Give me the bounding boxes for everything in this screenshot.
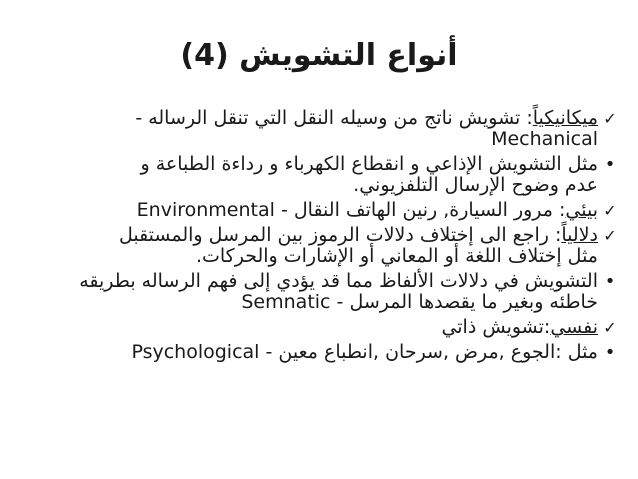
item-english-term: Mechanical bbox=[491, 128, 598, 150]
checkmark-icon: ✓ bbox=[603, 201, 617, 220]
list-item-semantic-example bbox=[34, 271, 620, 313]
item-text: مثل :الجوع ,مرض ,سرحان ,انطباع معين - bbox=[265, 341, 598, 363]
content-list bbox=[34, 108, 620, 363]
item-text: خاطئه وبغير ما يقصدها المرسل - bbox=[336, 291, 598, 313]
list-item-example bbox=[34, 154, 620, 196]
item-english-term: Environmental bbox=[136, 199, 275, 221]
item-english-term: Psychological bbox=[131, 341, 260, 363]
item-text: عدم وضوح الإرسال التلفزيوني. bbox=[353, 174, 598, 196]
slide-title: أنواع التشويش (4) bbox=[180, 38, 458, 73]
checkmark-icon: ✓ bbox=[603, 226, 617, 245]
list-item-environmental bbox=[34, 200, 620, 221]
bullet-icon: • bbox=[604, 271, 616, 292]
checkmark-icon: ✓ bbox=[603, 318, 617, 337]
list-item-psychological-example bbox=[34, 342, 620, 363]
item-label: نفسي bbox=[550, 316, 598, 338]
bullet-icon: • bbox=[604, 342, 616, 363]
item-text: : راجع الى إختلاف دلالات الرموز بين المرسل والمستقبل bbox=[118, 224, 562, 246]
item-text: التشويش في دلالات الألفاظ مما قد يؤدي إلى فهم الرساله بطريقه bbox=[79, 270, 598, 292]
item-label: ميكانيكياً bbox=[532, 107, 598, 129]
list-item-psychological bbox=[34, 317, 620, 338]
item-text: : مرور السيارة, رنين الهاتف النقال - bbox=[280, 199, 566, 221]
item-text: مثل التشويش الإذاعي و انقطاع الكهرباء و رداءة الطباعة و bbox=[140, 153, 598, 175]
item-english-term: Semnatic bbox=[241, 291, 331, 313]
checkmark-icon: ✓ bbox=[603, 109, 617, 128]
list-item-mechanical bbox=[34, 108, 620, 150]
item-label: دلالياً bbox=[561, 224, 598, 246]
item-label: بيئي bbox=[565, 199, 598, 221]
list-item-semantic bbox=[34, 225, 620, 267]
item-text: : تشويش ناتج من وسيله النقل التي تنقل الرساله - bbox=[135, 107, 533, 129]
bullet-icon: • bbox=[604, 154, 616, 175]
item-text: مثل إختلاف اللغة أو المعاني أو الإشارات والحركات. bbox=[195, 245, 598, 267]
item-text: :تشويش ذاتي bbox=[441, 316, 551, 338]
